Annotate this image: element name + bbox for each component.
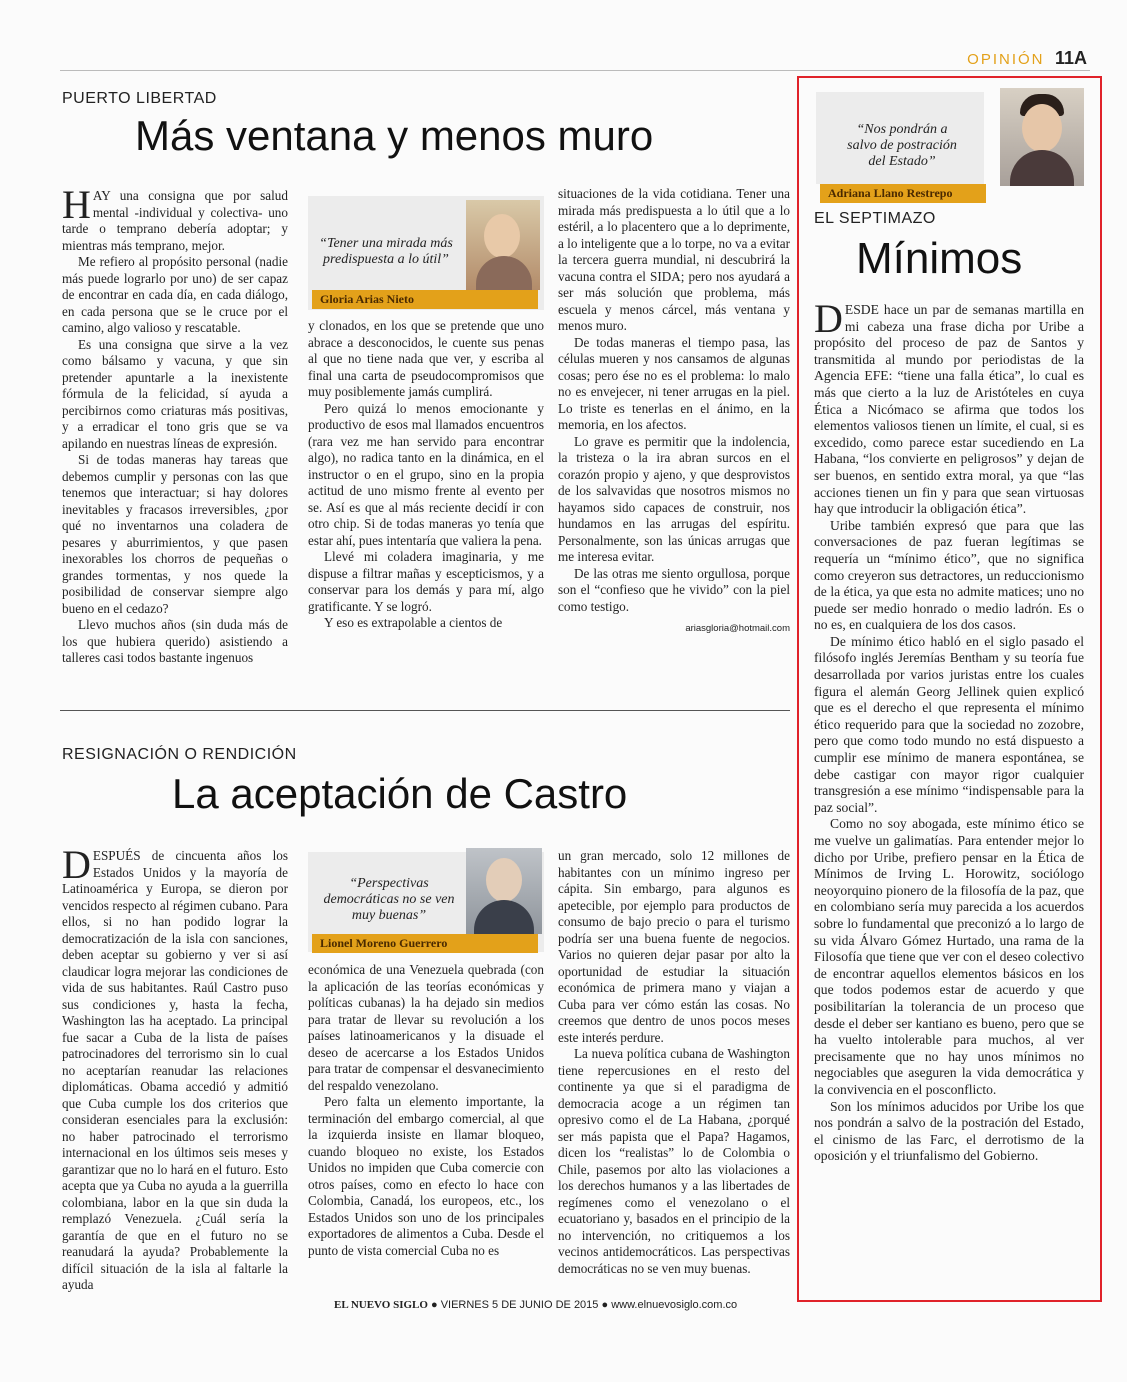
article2-col2-p1: económica de una Venezuela quebrada (con la aplicación de las teorías económicas y políticas cubanas) la ha dejado sin medios para tratar de llevar su revolución a los países latinoamericanos y la disuade el deseo de acercarse a los Estados Unidos para tratar de compensar el desvanecimiento del respaldo venezolano.: [308, 962, 544, 1093]
article1-headline: Más ventana y menos muro: [135, 112, 654, 159]
article1-col2-p3: Llevé mi coladera imaginaria, y me dispuse a filtrar mañas y escepticismos, y a conservar para los demás y para mí, algo gratificante. Y se logró.: [308, 549, 544, 614]
article1-kicker: PUERTO LIBERTAD: [62, 90, 217, 107]
article2-col2: [308, 962, 544, 1259]
article3-p4: Como no soy abogada, este mínimo ético se me vuelve un galimatías. Para entender mejor lo dicho por Uribe, prefiero pensar en la Ética de Mínimos de Irving L. Horowitz, sociólogo neoyorquino pionero de la filosofía de la paz, que en colombiano sería muy parecida a los acuerdos sobre lo fundamental que preconizó a lo largo de su vida Álvaro Gómez Hurtado, una rama de la Filosofía que tiene que ver con el deseo colectivo de encontrar aquellos elementos básicos en los que todos podemos estar de acuerdo y que posibilitarían la tolerancia de un proceso que desde el deber ser kantiano es bueno, pero que se ha vuelto intolerable para muchos, al ver precisamente que no hay unos mínimos no negociables que aseguren la vida democrática y la convivencia en el posconflicto.: [814, 816, 1084, 1097]
article2-col3: [558, 848, 790, 1277]
header-rule: [60, 70, 1090, 71]
article1-col1: [62, 182, 288, 667]
footer-url[interactable]: www.elnuevosiglo.com.co: [611, 1299, 738, 1311]
article2-col1-p1: DESPUÉS de cincuenta años los Estados Unidos y la mayoría de Latinoamérica y Europa, se dieron por vencidos respecto al régimen cubano. Para ellos, si no han podido lograr la democratización de la isla con sanciones, deben aceptar su gobierno y ver si así claudicar logra mejorar las condiciones de vida de sus habitantes. Raúl Castro puso sus condiciones y, hasta la fecha, Washington las ha aceptado. La principal fue sacar a Cuba de la lista de países patrocinadores del terrorismo sin lo cual no aceptarían reanudar las relaciones diplomáticas. Obama accedió y admitió que Cuba cumple los dos criterios que consideran esenciales para la exclusión: no haber patrocinado el terrorismo internacional en los últimos seis meses y garantizar que no lo hará en el futuro. Esto acepta que ya Cuba no ayuda a la guerrilla colombiana, labor en la que sin duda la remplazó Venezuela. ¿Cuál sería la garantía de que en el futuro no se reanudará la ayuda? Probablemente la difícil situación de la isla al faltarle la ayuda: [62, 842, 288, 1292]
article2-kicker: RESIGNACIÓN O RENDICIÓN: [62, 746, 297, 763]
article2-col2-p2: Pero falta un elemento importante, la terminación del embargo comercial, al que la izquierda insiste en llamar bloqueo, cuando bloqueo no existe, los Estados Unidos no impiden que Cuba comercie con otros países, como en efecto lo hace con Colombia, Canadá, los europeos, etc., los Estados Unidos son uno de los principales exportadores de alimentos a Cuba. Desde el punto de vista comercial Cuba no es: [308, 1094, 544, 1258]
article3-body: [814, 296, 1084, 1165]
article2-col3-p2: La nueva política cubana de Washington tiene repercusiones en el resto del continente ya que si el paradigma de democracia acoge a un régimen tan opresivo como el de La Habana, ¿porqué ser más papista que el Papa? Hagamos, dicen los “realistas” lo de Colombia o Chile, pasemos por alto las violaciones a los derechos humanos y a las libertades de regímenes como el venezolano o el ecuatoriano y, basados en el principio de la no intervención, no critiquemos a los vecinos antidemocráticos. Las perspectivas democráticas no se ven muy buenas.: [558, 1046, 790, 1276]
article3-p1: DESDE hace un par de semanas martilla en mi cabeza una frase dicha por Uribe a propósito del proceso de paz de Santos y transmitida al mundo por periodistas de la Agencia EFE: “tiene una falla ética”, lo cual es más que cierto a la luz de Aristóteles en cuya Ética a Nicómaco se afirma que todos los elementos valiosos tienen un límite, el cual, si es excedido, como parece estar sucediendo en La Habana, “los convierte en peligrosos” y dejan de ser buenos, en sentido extra moral, ya que “las acciones tienen un fin y para que sean virtuosas hay que introducir la obligación ética”.: [814, 296, 1084, 517]
article3-headline: Mínimos: [856, 234, 1023, 283]
article1-col2-p4: Y eso es extrapolable a cientos de: [324, 615, 503, 630]
dropcap: D: [62, 842, 91, 887]
article2-author: Lionel Moreno Guerrero: [312, 934, 538, 953]
article3-quote: “Nos pondrán a salvo de postración del Estado”: [847, 122, 957, 169]
article1-quote: “Tener una mirada más predispuesta a lo útil”: [319, 236, 453, 267]
section-name: OPINIÓN: [967, 51, 1045, 68]
article1-email: ariasgloria@hotmail.com: [685, 623, 790, 634]
article1-col3: [558, 186, 790, 638]
article1-col2-p1: y clonados, en los que se pretende que uno abrace a desconocidos, le cuente sus penas al que no tiene nada que ver, y escriba al final una carta de pseudocompromisos que muy posiblemente jamás cumplirá.: [308, 318, 544, 399]
article3-p3: De mínimo ético habló en el siglo pasado el filósofo inglés Jeremías Bentham y su teoría fue desarrollada por varios juristas entre los cuales figura el alemán Georg Jellinek quien explicó que es el derecho el que representa el mínimo ético requerido para que la sociedad no zozobre, pero que como todo mundo no está dispuesto a cumplir ese mínimo de manera espontánea, se debe castigar con mayor rigor cualquier transgresión a ese mínimo “indispensable para la paz social”.: [814, 633, 1084, 815]
article2-author-photo: [466, 848, 542, 934]
article1-col2-p2: Pero quizá lo menos emocionante y productivo de esos mal llamados encuentros (rara vez me han servido para encontrar algo), no radica tanto en la dinámica, en el instructor o en el grupo, sino en la propia actitud de uno mismo frente al evento per se. Así es que al más reciente decidí ir con otro chip. Si de todas maneras yo tenía que estar ahí, pues intentaría que valiera la pena.: [308, 400, 544, 548]
article1-col3-p2: De todas maneras el tiempo pasa, las células mueren y nos cansamos de algunas cosas; pero ése no es el problema: lo malo no es envejecer, ni tener arrugas en la piel. Lo triste es tenerlas en el ánimo, en la memoria, en los afectos.: [558, 334, 790, 432]
article1-col1-p3: Es una consigna que sirve a la vez como bálsamo y vacuna, y que sin pretender apuntarle a la inexistente fórmula de la felicidad, sí ayuda a percibirnos como criaturas más positivas, y a erradicar el tono gris que se va apilando en nuestras líneas de expresión.: [62, 336, 288, 451]
article3-kicker: EL SEPTIMAZO: [814, 210, 936, 227]
article1-author: Gloria Arias Nieto: [312, 290, 538, 309]
article1-col1-p1: HAY una consigna que por salud mental -individual y colectiva- uno tarde o temprano debería adoptar; y mientras más temprano, mejor.: [62, 182, 288, 253]
dropcap: H: [62, 182, 91, 227]
article2-quote: “Perspectivas democráticas no se ven muy buenas”: [323, 876, 455, 923]
section-header: [967, 48, 1087, 69]
article1-col1-p5: Llevo muchos años (sin duda más de los que hubiera querido) asistiendo a talleres casi todos bastante ingenuos: [62, 617, 288, 665]
article3-p2: Uribe también expresó que para que las conversaciones de paz fueran legítimas se requería un “mínimo ético”, que no significa como creyeron sus detractores, un reduccionismo de la ética, ya que esta no admite matices; uno no puede ser medio honrado o medio ladrón. Es o no es, en cualquiera de los dos casos.: [814, 517, 1084, 633]
article1-author-photo: [466, 200, 540, 290]
page-number: 11A: [1054, 48, 1087, 68]
footer-date: VIERNES 5 DE JUNIO DE 2015: [440, 1299, 599, 1311]
article3-author-photo: [1000, 88, 1084, 186]
article1-col2: [308, 318, 544, 632]
bullet-icon: ●: [601, 1299, 612, 1311]
article1-col1-p2: Me refiero al propósito personal (nadie más puede lograrlo por uno) de ser capaz de encontrar en cada día, en cada diálogo, en cada persona que se le cruce por el camino, algo valioso y rescatable.: [62, 254, 288, 335]
article2-col1: [62, 842, 288, 1294]
article1-col3-p4: De las otras me siento orgullosa, porque son el “confieso que he vivido” con la piel como testigo.: [558, 565, 790, 614]
article2-headline: La aceptación de Castro: [172, 770, 628, 817]
article1-col3-p3: Lo grave es permitir que la indolencia, la tristeza o la ira abran surcos en el corazón propio y ajeno, y que desprovistos de los salvavidas que nosotros mismos no hayamos sido capaces de construir, nos hundamos en las arrugas del espíritu. Personalmente, son las únicas arrugas que me interesa evitar.: [558, 433, 790, 564]
page-footer: [334, 1299, 737, 1311]
newspaper-name: EL NUEVO SIGLO: [334, 1299, 428, 1311]
article-divider: [60, 710, 790, 711]
article1-col1-p4: Si de todas maneras hay tareas que debemos cumplir y personas con las que tenemos que interactuar; si hay dolores inevitables y fracasos irreversibles, ¿por qué no inventarnos una coladera de pesares y aburrimientos, y que pasen inexorables los chorros de pequeñas o grandes tormentas, y nos quede la posibilidad de conservar siempre algo bueno en el cedazo?: [62, 452, 288, 616]
article2-col3-p1: un gran mercado, solo 12 millones de habitantes con un mínimo ingreso per cápita. Sin embargo, para algunos es apetecible, por ejemplo para productos de consumo de bajo precio o para el turismo podría ser una buena fuente de negocios. Varios no quieren dejar pasar por alto la oportunidad de estudiar la situación económica de primera mano y viajan a Cuba para ver cómo están las cosas. No creemos que dentro de unos pocos meses este interés perdure.: [558, 848, 790, 1045]
article3-author: Adriana Llano Restrepo: [820, 184, 986, 203]
bullet-icon: ●: [430, 1299, 441, 1311]
article1-col3-p1: situaciones de la vida cotidiana. Tener una mirada más predispuesta a lo útil que a lo estéril, a lo placentero que a lo deprimente, a lo inteligente que a lo torpe, no va a evitar la tercera guerra mundial, ni descubrirá la vacuna contra el SIDA; pero nos ayudará a ser más solución que problema, más escuela y menos cárcel, más ventana y menos muro.: [558, 186, 790, 333]
dropcap: D: [814, 296, 843, 341]
article3-p5: Son los mínimos aducidos por Uribe los que nos pondrán a salvo de la postración del Estado, el cinismo de las Farc, el derrotismo de la oposición y el triunfalismo del Gobierno.: [814, 1098, 1084, 1164]
